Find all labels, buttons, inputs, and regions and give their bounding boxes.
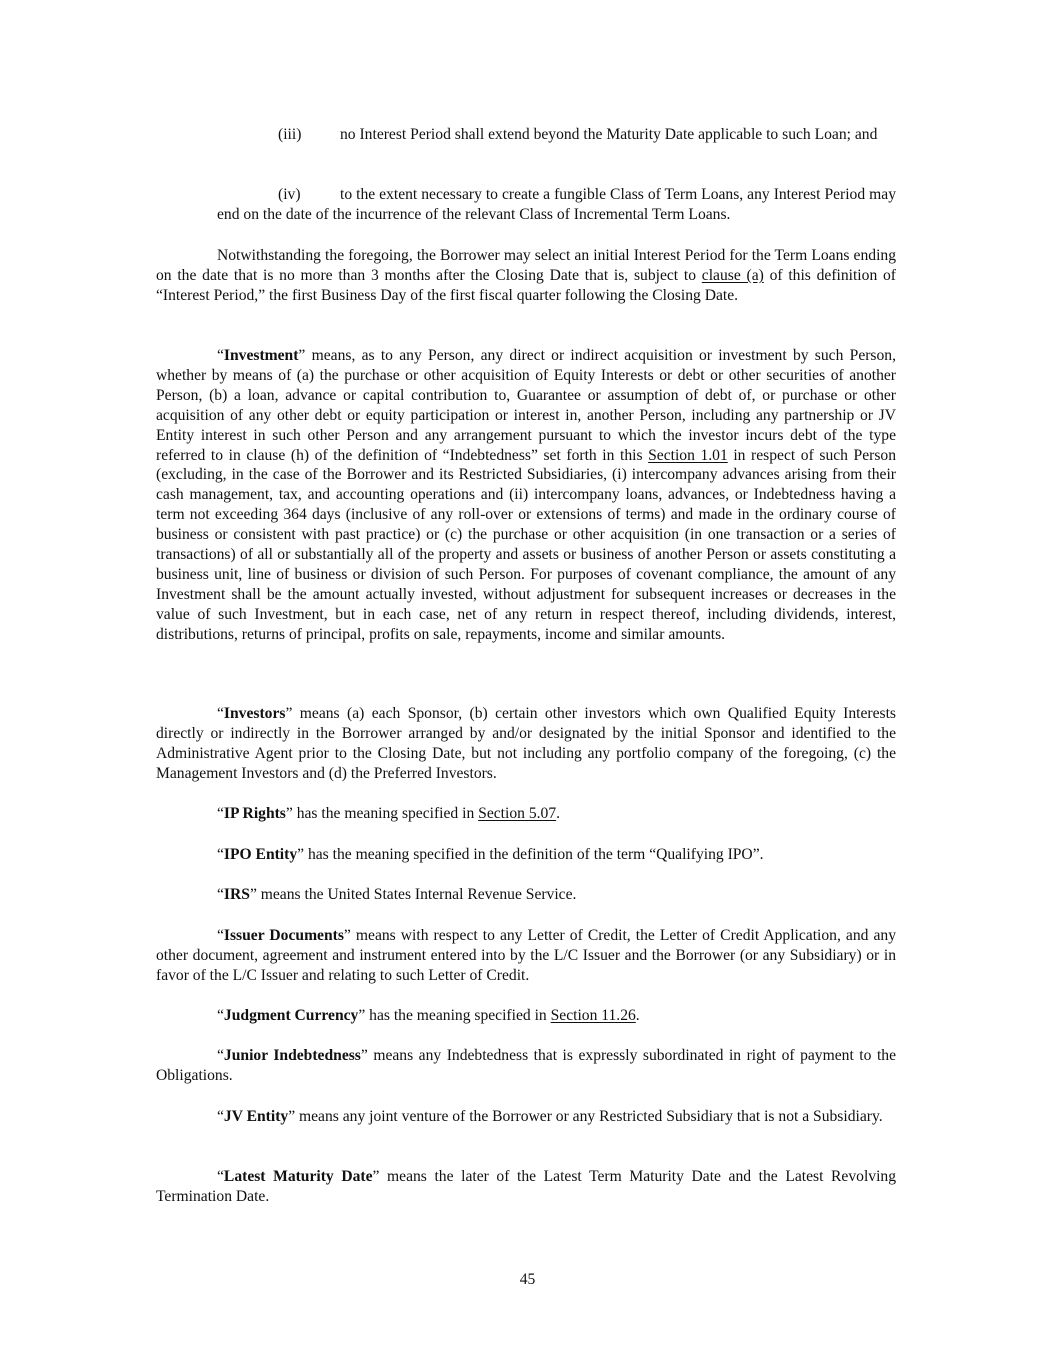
section-1-01-link[interactable]: Section 1.01 (648, 446, 728, 464)
term-investors: Investors (223, 705, 286, 722)
latest-maturity-date-text: ” means the later of the Latest Term Maturity Date and the Latest Revolving Termination Date. (156, 1168, 896, 1205)
definition-issuer-documents (156, 926, 896, 986)
open-quote: “ (217, 927, 224, 944)
clause-iii-label: (iii) (278, 126, 302, 143)
notwithstanding-paragraph (156, 246, 896, 306)
clause-iv (217, 185, 896, 225)
notwithstanding-text-1: Notwithstanding the foregoing, the Borrower may select an initial Interest Period for the Term Loans ending on the date that is no more than 3 months after the Closing Date that is, subject to (156, 247, 896, 284)
definition-irs (156, 885, 896, 905)
definition-latest-maturity-date (156, 1167, 896, 1207)
jv-entity-text: ” means any joint venture of the Borrower or any Restricted Subsidiary that is not a Subsidiary. (288, 1108, 883, 1125)
clause-a-link[interactable]: clause (a) (701, 266, 764, 284)
clause-iii-text: no Interest Period shall extend beyond the Maturity Date applicable to such Loan; and (340, 126, 878, 143)
ip-rights-text-1: ” has the meaning specified in (285, 805, 479, 822)
term-ipo-entity: IPO Entity (223, 846, 298, 863)
term-latest-maturity-date: Latest Maturity Date (223, 1168, 373, 1185)
clause-iv-text: to the extent necessary to create a fungible Class of Term Loans, any Interest Period may end on the date of the incurrence of the relevant Class of Incremental Term Loans. (217, 186, 896, 223)
term-investment: Investment (223, 347, 299, 364)
term-ip-rights: IP Rights (223, 805, 286, 822)
notwithstanding-text-2: of this definition of “Interest Period,” the first Business Day of the first fiscal quarter following the Closing Date. (156, 266, 896, 304)
ip-rights-text-2: . (556, 805, 561, 822)
page-number: 45 (519, 1271, 536, 1288)
section-11-26-link[interactable]: Section 11.26 (550, 1007, 636, 1024)
investors-text: ” means (a) each Sponsor, (b) certain other investors which own Qualified Equity Interests directly or indirectly in the Borrower arranged by and/or designated by the initial Sponsor and identified to the Administrative Agent prior to the Closing Date, but not including any portfolio company of the foregoing, (c) the Management Investors and (d) the Preferred Investors. (156, 705, 896, 782)
definition-ipo-entity (156, 845, 896, 865)
investment-text-1: ” means, as to any Person, any direct or indirect acquisition or investment by such Person, whether by means of (a) the purchase or other acquisition of Equity Interests or debt or other securities of another Person, (b) a loan, advance or capital contribution to, Guarantee or assumption of debt of, or purchase or other acquisition of any other debt or equity participation or interest in, another Person, including any partnership or JV Entity interest in such other Person and any arrangement pursuant to which the investor incurs debt of the type referred to in clause (h) of the definition of “Indebtedness” set forth in this (156, 347, 896, 464)
judgment-currency-text-2: . (635, 1007, 640, 1024)
term-irs: IRS (223, 886, 250, 903)
open-quote: “ (217, 886, 224, 903)
definition-junior-indebtedness (156, 1046, 896, 1086)
open-quote: “ (217, 846, 224, 863)
definition-investment (156, 346, 896, 645)
open-quote: “ (217, 1007, 224, 1024)
term-judgment-currency: Judgment Currency (223, 1007, 359, 1024)
open-quote: “ (217, 347, 224, 364)
judgment-currency-text-1: ” has the meaning specified in (358, 1007, 551, 1024)
open-quote: “ (217, 1108, 224, 1125)
open-quote: “ (217, 1168, 224, 1185)
term-jv-entity: JV Entity (223, 1108, 289, 1125)
definition-jv-entity (156, 1107, 896, 1127)
irs-text: ” means the United States Internal Revenue Service. (249, 886, 577, 903)
clause-iii (217, 125, 896, 145)
term-issuer-documents: Issuer Documents (223, 927, 344, 944)
open-quote: “ (217, 805, 224, 822)
ipo-entity-text: ” has the meaning specified in the definition of the term “Qualifying IPO”. (297, 846, 764, 863)
definition-ip-rights (156, 804, 896, 824)
open-quote: “ (217, 705, 224, 722)
definition-investors (156, 704, 896, 784)
issuer-documents-text: ” means with respect to any Letter of Credit, the Letter of Credit Application, and any other document, agreement and instrument entered into by the L/C Issuer and the Borrower (or any Subsidiary) or in favor of the L/C Issuer and relating to such Letter of Credit. (156, 927, 897, 984)
definition-judgment-currency (156, 1006, 896, 1026)
term-junior-indebtedness: Junior Indebtedness (223, 1047, 361, 1064)
investment-text-2: in respect of such Person (excluding, in the case of the Borrower and its Restricted Subsidiaries, (i) intercompany advances arising from their cash management, tax, and accounting operations and (ii) intercompany loans, advances, or Indebtedness having a term not exceeding 364 days (inclusive of any roll-over or extensions of terms) and made in the ordinary course of business or consistent with past practice) or (c) the purchase or other acquisition (in one transaction or a series of transactions) of all or substantially all of the property and assets or business of another Person or assets constituting a business unit, line of business or division of such Person. For purposes of covenant compliance, the amount of any Investment shall be the amount actually invested, without adjustment for subsequent increases or decreases in the value of such Investment, but in each case, net of any return in respect thereof, including dividends, interest, distributions, returns of principal, profits on sale, repayments, income and similar amounts. (156, 446, 896, 643)
clause-iv-label: (iv) (278, 186, 301, 203)
section-5-07-link[interactable]: Section 5.07 (478, 805, 557, 822)
junior-indebtedness-text: ” means any Indebtedness that is expressly subordinated in right of payment to the Obligations. (156, 1047, 896, 1084)
open-quote: “ (217, 1047, 224, 1064)
